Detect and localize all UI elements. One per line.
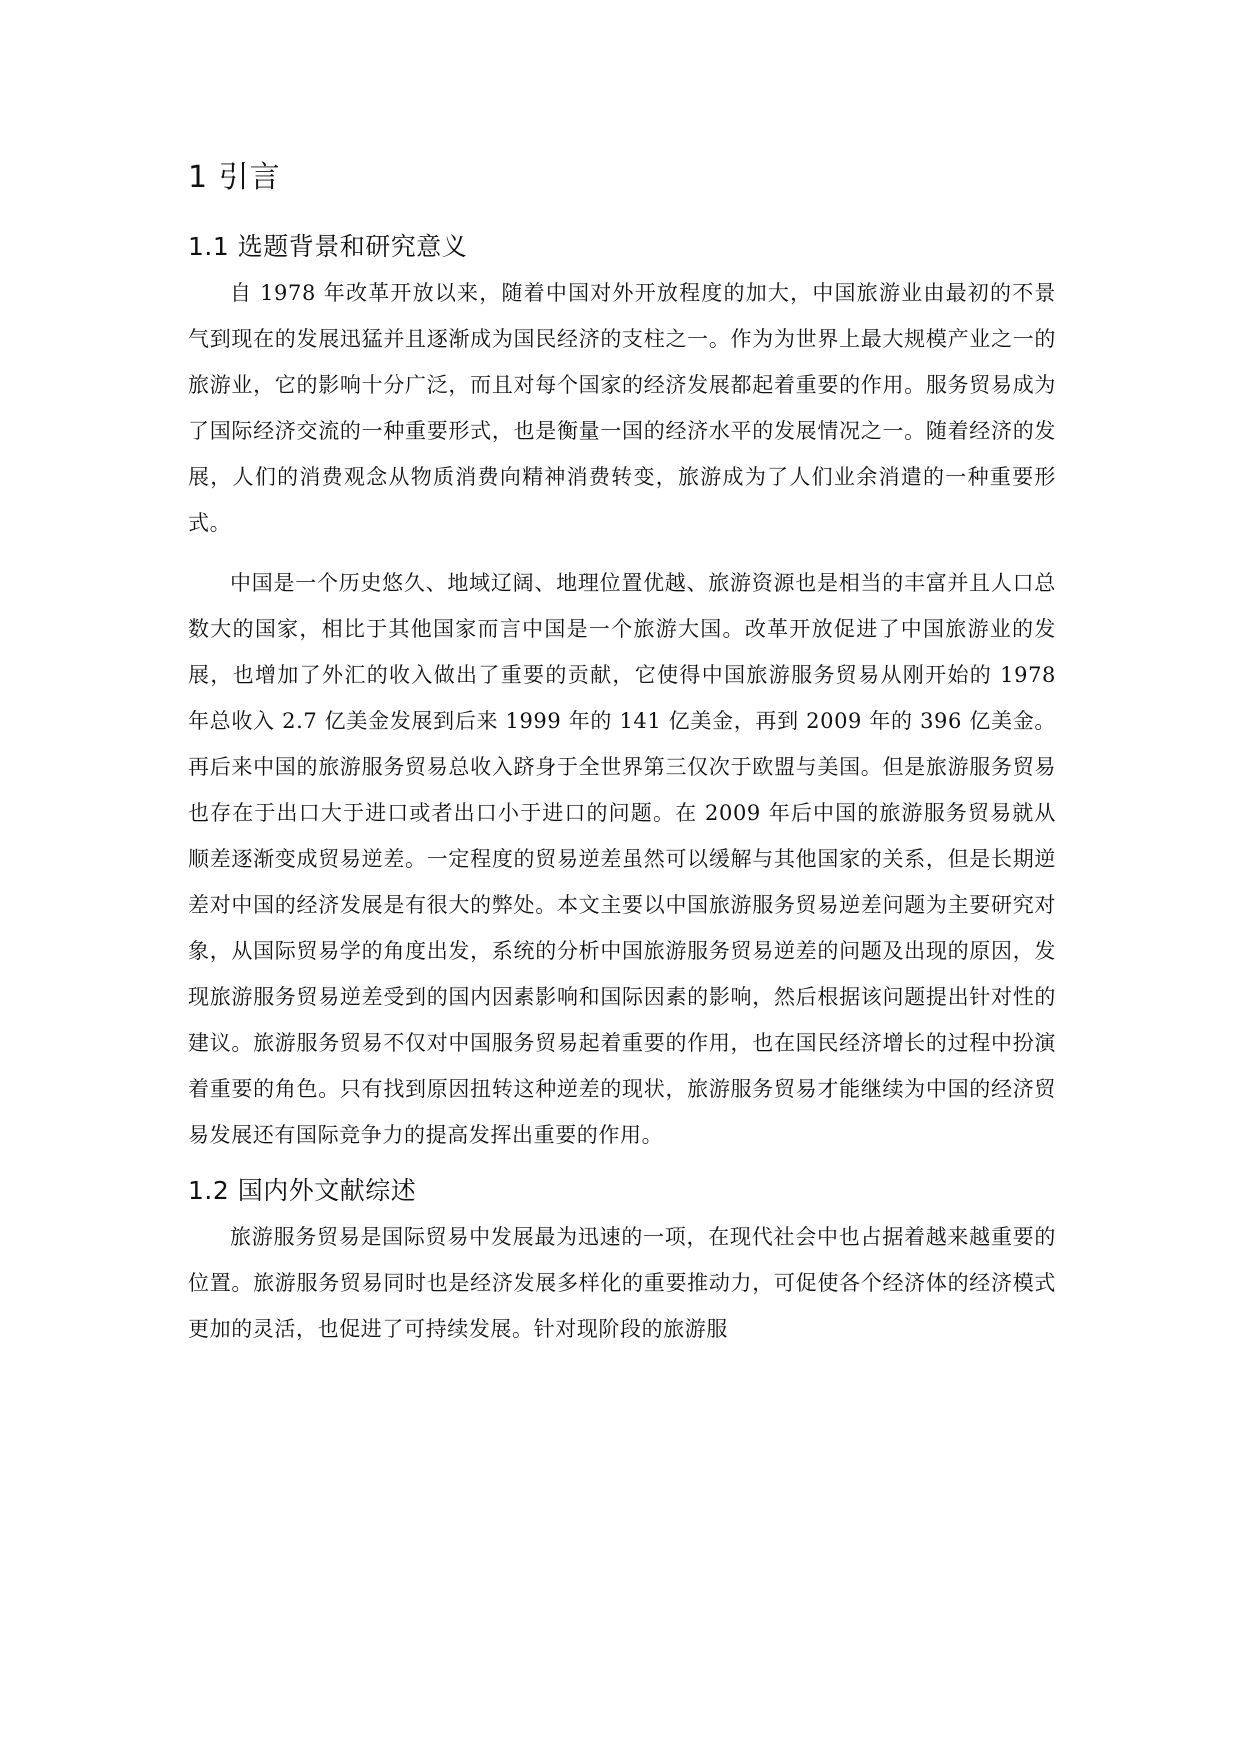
paragraph: 旅游服务贸易是国际贸易中发展最为迅速的一项，在现代社会中也占据着越来越重要的位置。旅游服务贸易同时也是经济发展多样化的重要推动力，可促使各个经济体的经济模式更加的灵活，也促进了可持续发展。针对现阶段的旅游服 — [188, 1225, 1056, 1341]
page-content — [188, 158, 1056, 1352]
chapter-title: 1 引言 — [188, 160, 281, 195]
section-title: 1.1 选题背景和研究意义 — [188, 232, 468, 261]
paragraph: 自 1978 年改革开放以来，随着中国对外开放程度的加大，中国旅游业由最初的不景气到现在的发展迅猛并且逐渐成为国民经济的支柱之一。作为为世界上最大规模产业之一的旅游业，它的影响十分广泛，而且对每个国家的经济发展都起着重要的作用。服务贸易成为了国际经济交流的一种重要形式，也是衡量一国的经济水平的发展情况之一。随着经济的发展，人们的消费观念从物质消费向精神消费转变，旅游成为了人们业余消遣的一种重要形式。 — [188, 281, 1056, 535]
section-title: 1.2 国内外文献综述 — [188, 1176, 417, 1205]
paragraph: 中国是一个历史悠久、地域辽阔、地理位置优越、旅游资源也是相当的丰富并且人口总数大的国家，相比于其他国家而言中国是一个旅游大国。改革开放促进了中国旅游业的发展，也增加了外汇的收入做出了重要的贡献，它使得中国旅游服务贸易从刚开始的 1978 年总收入 2.7 亿美金发展到后来 1999 年的 141 亿美金，再到 2009 年的 396 亿美金。再后来中国的旅游服务贸易总收入跻身于全世界第三仅次于欧盟与美国。但是旅游服务贸易也存在于出口大于进口或者出口小于进口的问题。在 2009 年后中国的旅游服务贸易就从顺差逐渐变成贸易逆差。一定程度的贸易逆差虽然可以缓解与其他国家的关系，但是长期逆差对中国的经济发展是有很大的弊处。本文主要以中国旅游服务贸易逆差问题为主要研究对象，从国际贸易学的角度出发，系统的分析中国旅游服务贸易逆差的问题及出现的原因，发现旅游服务贸易逆差受到的国内因素影响和国际因素的影响，然后根据该问题提出针对性的建议。旅游服务贸易不仅对中国服务贸易起着重要的作用，也在国民经济增长的过程中扮演着重要的角色。只有找到原因扭转这种逆差的现状，旅游服务贸易才能继续为中国的经济贸易发展还有国际竞争力的提高发挥出重要的作用。 — [188, 571, 1056, 1147]
